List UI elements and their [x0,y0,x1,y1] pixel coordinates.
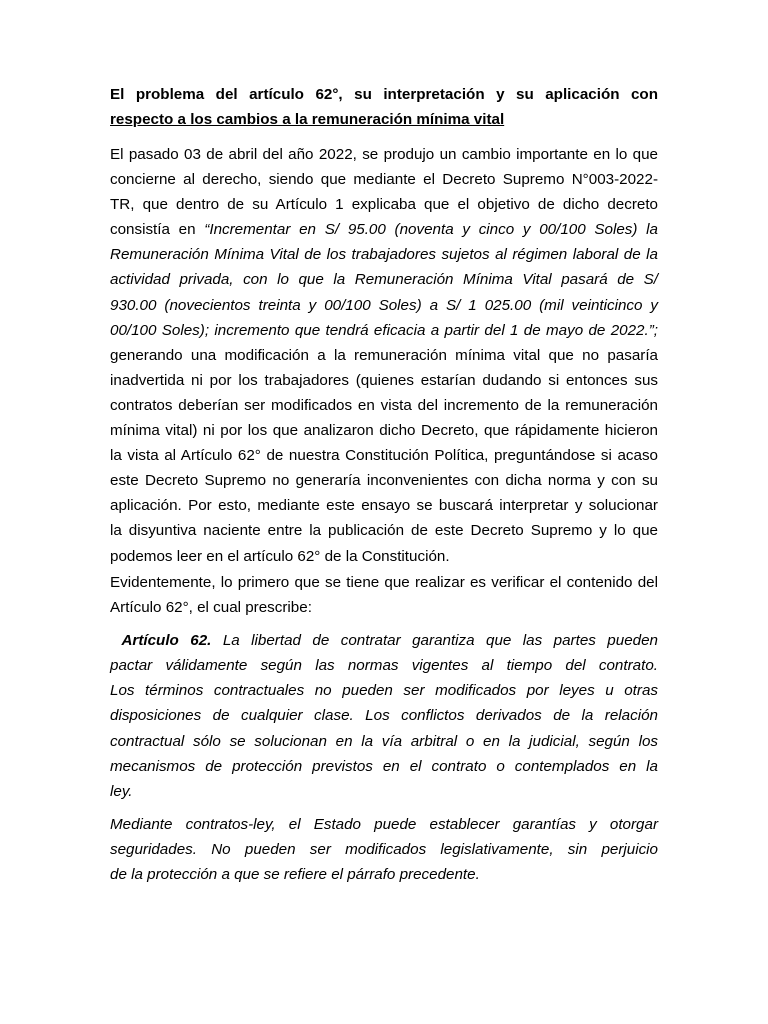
document-page [110,82,658,887]
document-title [110,82,658,132]
paragraph-line-text [110,167,658,192]
paragraph-line [110,343,658,368]
paragraph-line-text [110,418,658,443]
paragraph-line [110,443,658,468]
plain-text: El pasado 03 de abril del año 2022, se produjo un cambio importante en lo que [110,146,658,163]
quote-line: pactar válidamente según las normas vigentes al tiempo del contrato. [110,657,658,675]
plain-text: contratos deberían ser modificados en vista del incremento de la remuneración [110,396,658,414]
paragraph-line-text [110,318,658,343]
paragraph-line-text [110,293,658,318]
paragraph-line-text [110,242,658,267]
quoted-text: “Incrementar en S/ 95.00 (noventa y cinco y 00/100 Soles) la [204,221,658,239]
paragraph-line-text [110,443,658,468]
quote-text: La libertad de contratar garantiza que las partes pueden [211,632,658,650]
paragraph-line-text [110,142,658,167]
quoted-text: actividad privada, con lo que la Remuneración Mínima Vital pasará de S/ [110,271,658,289]
quoted-text: 00/100 Soles); incremento que tendrá eficacia a partir del 1 de mayo de 2022.”; [110,321,658,339]
title-line: respecto a los cambios a la remuneración mínima vital [110,111,505,129]
plain-text: la disyuntiva naciente entre la publicación de este Decreto Supremo y lo que [110,522,658,540]
article-62-quote [110,628,658,804]
plain-text: consistía en [110,221,205,239]
plain-text: mínima vital) ni por los que analizaron dicho Decreto, que rápidamente hicieron [110,422,658,440]
paragraph-line-text [110,468,658,493]
title-line: El problema del artículo 62°, su interpretación y su aplicación con [110,86,658,103]
plain-text: TR, que dentro de su Artículo 1 explicaba que el objetivo de dicho decreto [110,196,658,214]
paragraph-line: Artículo 62°, el cual prescribe: [110,599,312,617]
paragraph-line-text [110,192,658,217]
plain-text: este Decreto Supremo no generaría inconvenientes con dicha norma y con su [110,472,658,490]
quote-line: contractual sólo se solucionan en la vía arbitral o en la judicial, según los [110,732,658,750]
paragraph-line [110,468,658,493]
plain-text: podemos leer en el artículo 62° de la Constitución. [110,547,450,565]
paragraph-line [110,368,658,393]
plain-text: generando una modificación a la remuneración mínima vital que no pasaría [110,346,658,364]
quote-line: Mediante contratos-ley, el Estado puede establecer garantías y otorgar [110,815,658,833]
quote-line: seguridades. No pueden ser modificados legislativamente, sin perjuicio [110,840,658,858]
quote-line: ley. [110,782,133,800]
paragraph-line-text [110,217,658,242]
quote-line: Los términos contractuales no pueden ser modificados por leyes u otras [110,682,658,700]
quote-line: disposiciones de cualquier clase. Los conflictos derivados de la relación [110,707,658,725]
paragraph-line-text [110,368,658,393]
plain-text: concierne al derecho, siendo que mediante el Decreto Supremo N°003-2022- [110,171,658,189]
intro-paragraph [110,142,658,565]
paragraph-line-text [110,393,658,418]
contracts-law-quote [110,812,658,887]
paragraph-line [110,142,658,167]
paragraph-line [110,217,658,242]
paragraph-line-text [110,518,658,543]
paragraph-line: Evidentemente, lo primero que se tiene que realizar es verificar el contenido del [110,574,658,591]
paragraph-line [110,242,658,267]
quote-line: mecanismos de protección previstos en el contrato o contemplados en la [110,757,658,775]
paragraph-line [110,418,658,443]
plain-text: aplicación. Por esto, mediante este ensayo se buscará interpretar y solucionar [110,497,658,515]
paragraph-line [110,318,658,343]
paragraph-line-text [110,493,658,518]
paragraph-line [110,544,658,569]
plain-text: inadvertida ni por los trabajadores (quienes estarían dudando si entonces sus [110,371,658,389]
second-paragraph [110,570,658,620]
paragraph-line-text [110,343,658,368]
article-label: Artículo 62. [121,632,212,650]
paragraph-line [110,493,658,518]
paragraph-line [110,192,658,217]
paragraph-line-text [110,548,450,565]
quote-line [110,628,658,653]
paragraph-line [110,267,658,292]
paragraph-line [110,167,658,192]
paragraph-line [110,393,658,418]
quote-line: de la protección a que se refiere el párrafo precedente. [110,866,480,884]
plain-text: la vista al Artículo 62° de nuestra Constitución Política, preguntándose si acaso [110,447,658,465]
quoted-text: 930.00 (novecientos treinta y 00/100 Soles) a S/ 1 025.00 (mil veinticinco y [110,296,658,314]
paragraph-line [110,518,658,543]
paragraph-line-text [110,267,658,292]
paragraph-line [110,293,658,318]
quoted-text: Remuneración Mínima Vital de los trabajadores sujetos al régimen laboral de la [110,246,658,264]
